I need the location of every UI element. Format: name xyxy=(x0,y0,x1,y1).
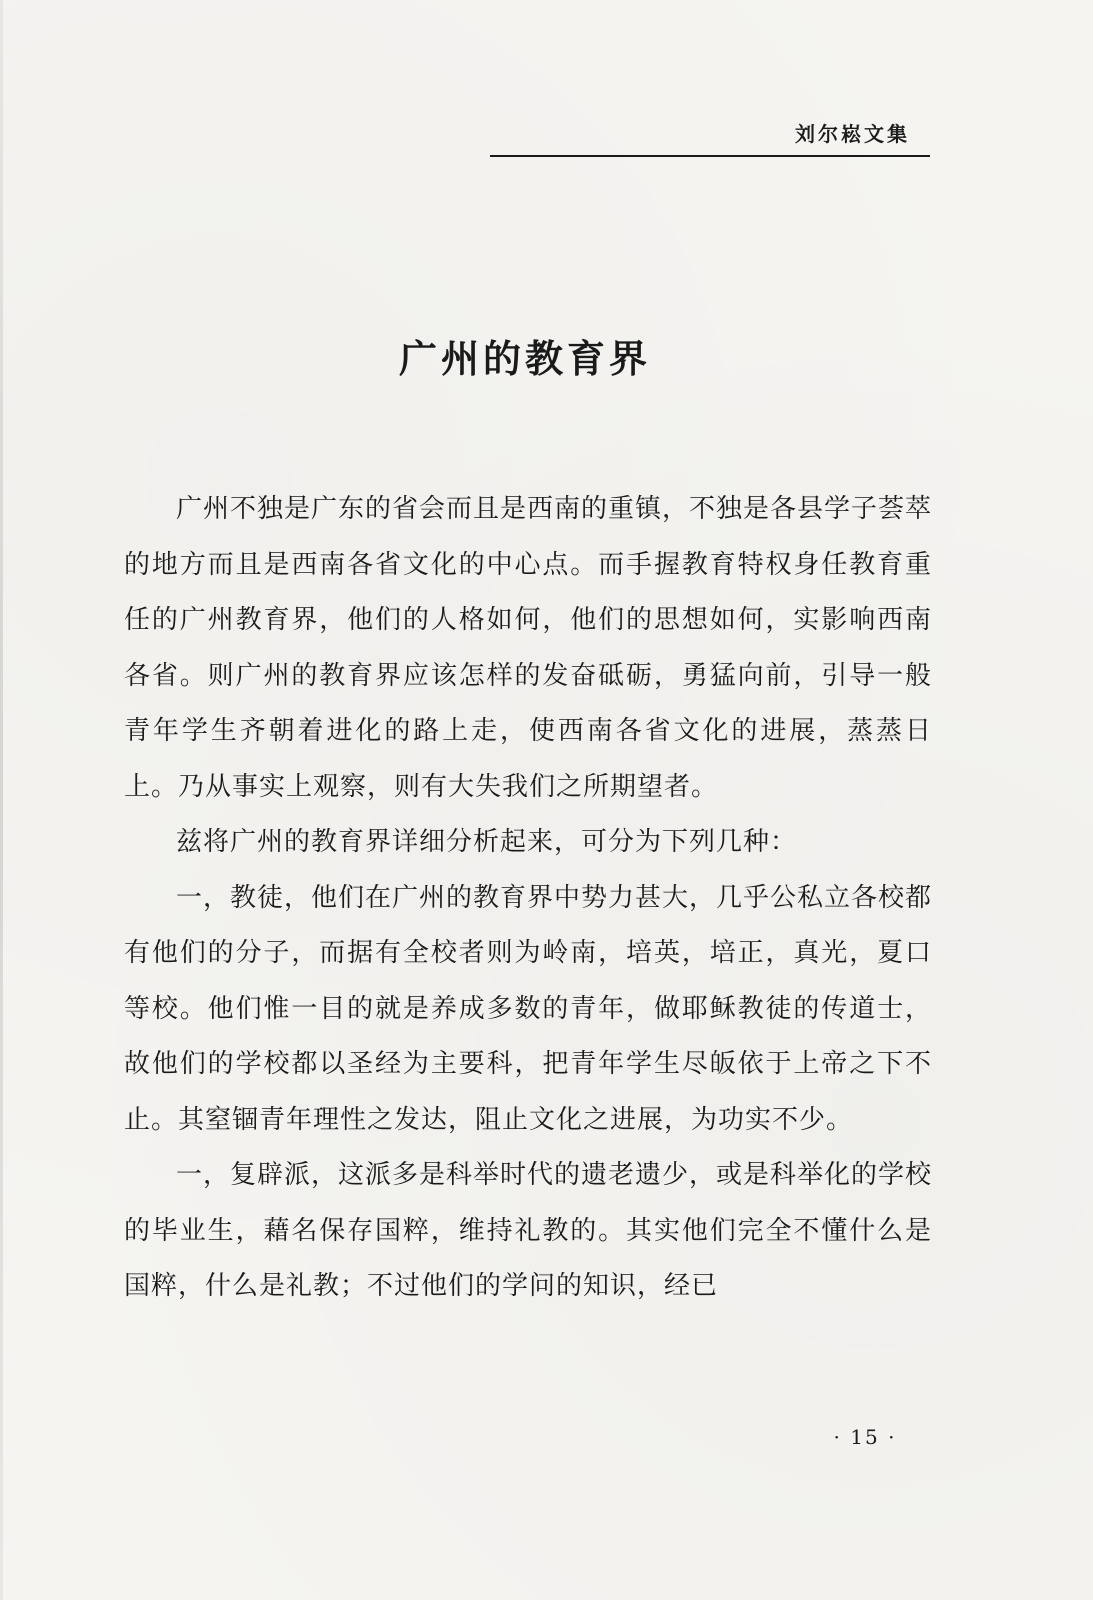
page-edge-shadow xyxy=(0,0,3,1600)
article-body xyxy=(124,482,932,1315)
paragraph: 一，复辟派，这派多是科举时代的遗老遗少，或是科举化的学校的毕业生，藉名保存国粹，维持礼教的。其实他们完全不懂什么是国粹，什么是礼教；不过他们的学问的知识，经已 xyxy=(124,1160,933,1301)
paragraph: 广州不独是广东的省会而且是西南的重镇，不独是各县学子荟萃的地方而且是西南各省文化的中心点。而手握教育特权身任教育重任的广州教育界，他们的人格如何，他们的思想如何，实影响西南各省。则广州的教育界应该怎样的发奋砥砺，勇猛向前，引导一般青年学生齐朝着进化的路上走，使西南各省文化的进展，蒸蒸日上。乃从事实上观察，则有大失我们之所期望者。 xyxy=(124,494,933,802)
running-header: 刘尔崧文集 xyxy=(795,122,910,146)
article-title: 广州的教育界 xyxy=(398,337,651,381)
header-rule xyxy=(490,155,930,157)
page-number: · 15 · xyxy=(833,1425,897,1449)
paragraph: 一，教徒，他们在广州的教育界中势力甚大，几乎公私立各校都有他们的分子，而据有全校者则为岭南，培英，培正，真光，夏口等校。他们惟一目的就是养成多数的青年，做耶稣教徒的传道士，故他们的学校都以圣经为主要科，把青年学生尽皈依于上帝之下不止。其窒锢青年理性之发达，阻止文化之进展，为功实不少。 xyxy=(124,882,933,1135)
paragraph: 兹将广州的教育界详细分析起来，可分为下列几种： xyxy=(176,827,798,857)
